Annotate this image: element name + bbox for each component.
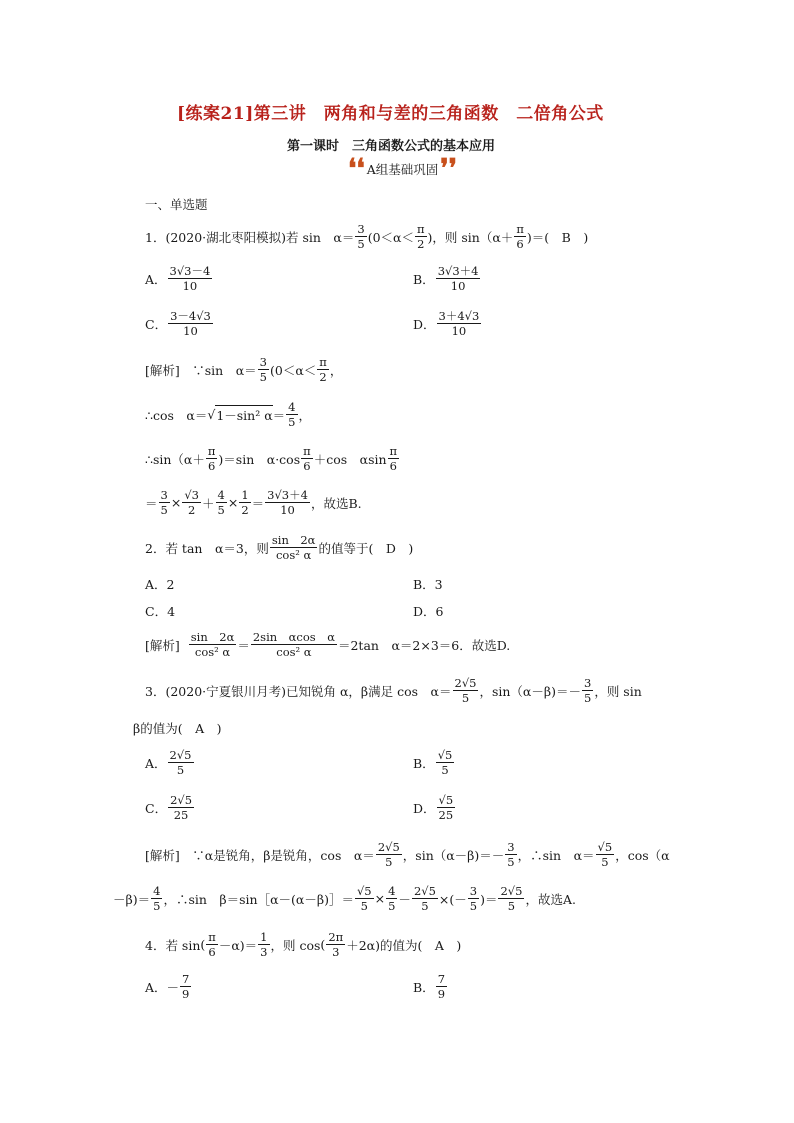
quote-close-icon: ❜❜ (440, 154, 458, 184)
q3-stem-line2: β的值为( A ) (133, 721, 222, 736)
q1-option-c: C． $\frac{3-4√3}{10}$ (145, 309, 211, 338)
q3-option-a: A． $\frac{2√5}{5}$ (145, 748, 192, 777)
section-heading: 一、单选题 (145, 197, 208, 212)
q2-solution: [解析] $\frac{\sin 2\alpha}{\text{cos² α}}$ ＝ $\frac{\text{2sin αcos α}}{\text{cos² α}}$ ＝2tan α＝2×3＝6．故选D. (145, 630, 511, 659)
q4-option-b: B． $\frac{7}{9}$ (413, 972, 446, 1001)
q2-option-c: C．4 (145, 604, 176, 619)
quote-open-icon: ❛❛ (348, 154, 365, 184)
q2-option-d: D．6 (413, 604, 444, 619)
q1-option-d: D． $\frac{3+4√3}{10}$ (413, 309, 480, 338)
q3-option-c: C． $\frac{2√5}{25}$ (145, 793, 193, 822)
page-title: [练案21]第三讲 两角和与差的三角函数 二倍角公式 (177, 104, 604, 124)
q4-option-a: A．－ $\frac{7}{9}$ (145, 972, 190, 1001)
q3-solution-line2: －β)＝ $\frac{4}{5}$ ，∴sin β＝sin［α－(α－β)］＝ $\frac{√5}{5}$ × $\frac{4}{5}$ － $\frac{2√5}{5}$ ×(－ $\frac{3}{5}$ )＝ $\frac{2√5}{5}$ ，故选A. (113, 884, 576, 913)
q1-solution-line1: [解析] ∵sin α＝ $\frac{3}{5}$ (0＜α＜ $\frac{\pi}{2}$ ， (145, 355, 343, 384)
q1-option-a: A． $\frac{3√3-4}{10}$ (145, 264, 211, 293)
q1-option-b: B． $\frac{3√3+4}{10}$ (413, 264, 479, 293)
q1-solution-line2: ∴cos α＝ √ 1－sin² α ＝ $\frac{4}{5}$ ， (145, 400, 312, 429)
q3-stem: 3．(2020·宁夏银川月考)已知锐角 α，β满足 cos α＝ $\frac{2√5}{5}$ ，sin（α－β)＝－ $\frac{3}{5}$ ，则 sin (145, 676, 642, 705)
q3-option-b: B． $\frac{√5}{5}$ (413, 748, 453, 777)
group-badge (348, 154, 458, 184)
q2-stem: 2．若 tan α＝3，则 $\frac{\sin 2\alpha}{\text{cos² α}}$ 的值等于( D ) (145, 533, 414, 562)
q3-solution-line1: [解析] ∵α是锐角，β是锐角，cos α＝ $\frac{2√5}{5}$ ，sin（α－β)＝－ $\frac{3}{5}$ ，∴sin α＝ $\frac{√5}{5}$ ，cos（α (145, 840, 670, 869)
q2-answer: 的值等于( D ) (318, 540, 414, 556)
q1-answer: )＝( B ) (526, 229, 589, 245)
q1-solution-line3: ∴sin（α＋ $\frac{\pi}{6}$ )＝sin α·cos $\frac{\pi}{6}$ ＋cos αsin $\frac{\pi}{6}$ (145, 444, 398, 473)
q4-stem: 4．若 sin ( $\frac{\pi}{6}$ －α)＝ $\frac{1}{3}$ ，则 cos ( $\frac{2\pi}{3}$ ＋2α)的值为( A ) (145, 930, 462, 959)
q2-option-b: B．3 (413, 577, 443, 592)
q1-solution-line4: ＝ $\frac{3}{5}$ × $\frac{√3}{2}$ ＋ $\frac{4}{5}$ × $\frac{1}{2}$ ＝ $\frac{3√3+4}{10}$ ，故选B. (145, 488, 362, 517)
q2-option-a: A．2 (145, 577, 175, 592)
group-label: A组基础巩固 (366, 162, 439, 177)
q3-option-d: D． $\frac{√5}{25}$ (413, 793, 454, 822)
q1-stem: 1．(2020·湖北枣阳模拟)若 sin α＝ $\frac{3}{5}$ (0＜α＜ $\frac{\pi}{2}$ )，则 sin（α＋ $\frac{\pi}{6}$ )＝( B ) (145, 222, 589, 251)
lesson-subtitle: 第一课时 三角函数公式的基本应用 (287, 139, 496, 154)
